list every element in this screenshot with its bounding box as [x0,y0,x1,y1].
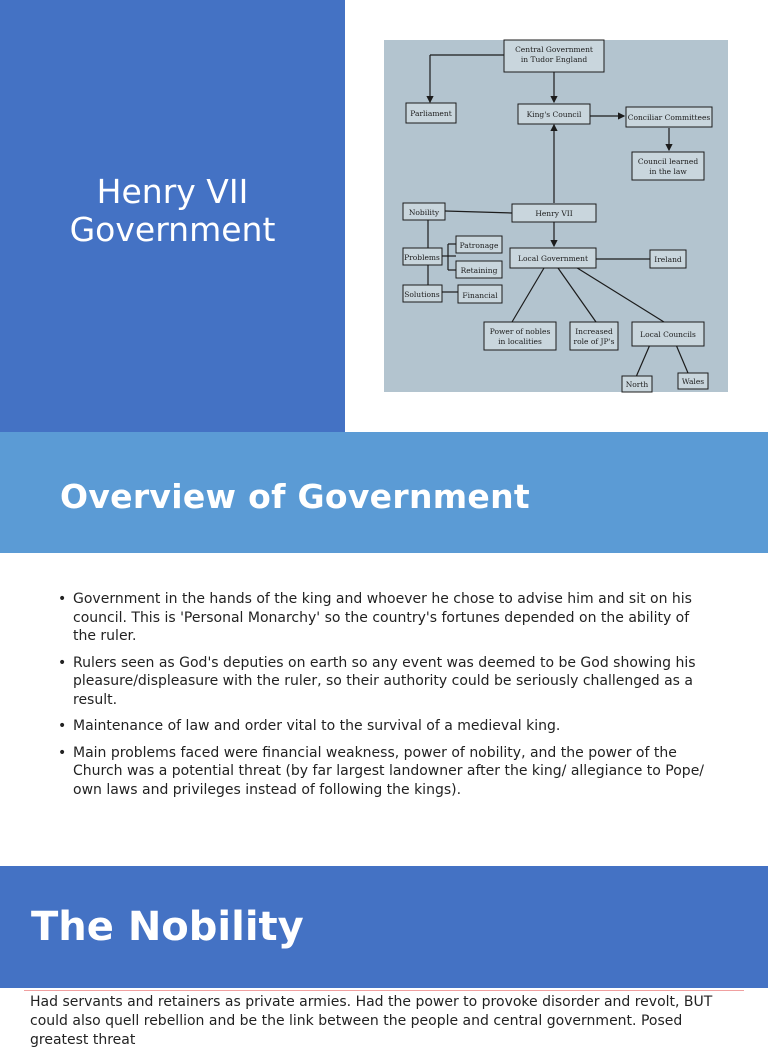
overview-heading: Overview of Government [60,477,530,516]
bullet-item [58,717,708,736]
label-financial: Financial [462,291,498,300]
label-local-government: Local Government [518,254,588,263]
label-local-councils: Local Councils [640,330,696,339]
nobility-body [0,988,768,1048]
label-central-2: in Tudor England [520,55,588,64]
government-diagram-photo [384,40,728,392]
nobility-heading: The Nobility [31,904,304,950]
label-council-learned-1: Council learned [637,157,699,166]
label-increased-jps-2: role of JP's [573,337,615,346]
label-patronage: Patronage [459,241,499,250]
bullet-marker: • [58,654,67,671]
overview-body [0,553,768,866]
label-power-nobles-2: in localities [498,337,542,346]
label-central-1: Central Government [515,45,593,54]
title-panel [0,0,345,432]
divider-line [24,990,744,991]
bullet-item [58,744,708,800]
government-diagram [384,40,728,392]
label-ireland: Ireland [654,255,682,264]
label-parliament: Parliament [410,109,452,118]
label-power-nobles-1: Power of nobles [489,327,551,336]
slide-title [70,173,276,249]
bullet-text: Main problems faced were financial weakness, power of nobility, and the power of the Church was a potential threat (by far largest landowner after the king/ allegiance to Pope/ own laws and privileges instead of following the kings). [73,744,705,798]
label-nobility: Nobility [408,208,440,217]
bullet-item [58,654,708,710]
bullet-text: Government in the hands of the king and whoever he chose to advise him and sit on his council. This is 'Personal Monarchy' so the country's fortunes depended on the ability of the ruler. [73,591,692,644]
bullet-text: Rulers seen as God's deputies on earth so any event was deemed to be God showing his pleasure/displeasure with the ruler, so their authority could be seriously challenged as a result. [73,654,696,708]
title-line-1: Henry VII [96,172,249,211]
bullet-item [58,590,708,646]
label-increased-jps-1: Increased [575,327,613,336]
bullet-marker: • [58,718,67,734]
label-conciliar: Conciliar Committees [627,113,711,122]
label-henry-vii: Henry VII [535,209,573,218]
title-line-2: Government [69,210,276,249]
bullet-marker: • [58,744,67,761]
nobility-header [0,866,768,988]
label-council-learned-2: in the law [649,167,687,176]
label-kings-council: King's Council [526,110,582,119]
overview-bullet-list [58,590,708,807]
bullet-marker: • [58,591,67,607]
label-problems: Problems [404,253,440,262]
title-slide [0,0,768,432]
overview-header [0,432,768,553]
nobility-text: Had servants and retainers as private armies. Had the power to provoke disorder and revolt, BUT could also quell rebellion and be the link between the people and central government. Posed greatest threat [30,994,713,1048]
label-wales: Wales [681,377,705,386]
label-retaining: Retaining [460,266,498,275]
label-solutions: Solutions [404,290,440,299]
label-north: North [625,380,649,389]
bullet-text: Maintenance of law and order vital to the survival of a medieval king. [73,718,561,734]
